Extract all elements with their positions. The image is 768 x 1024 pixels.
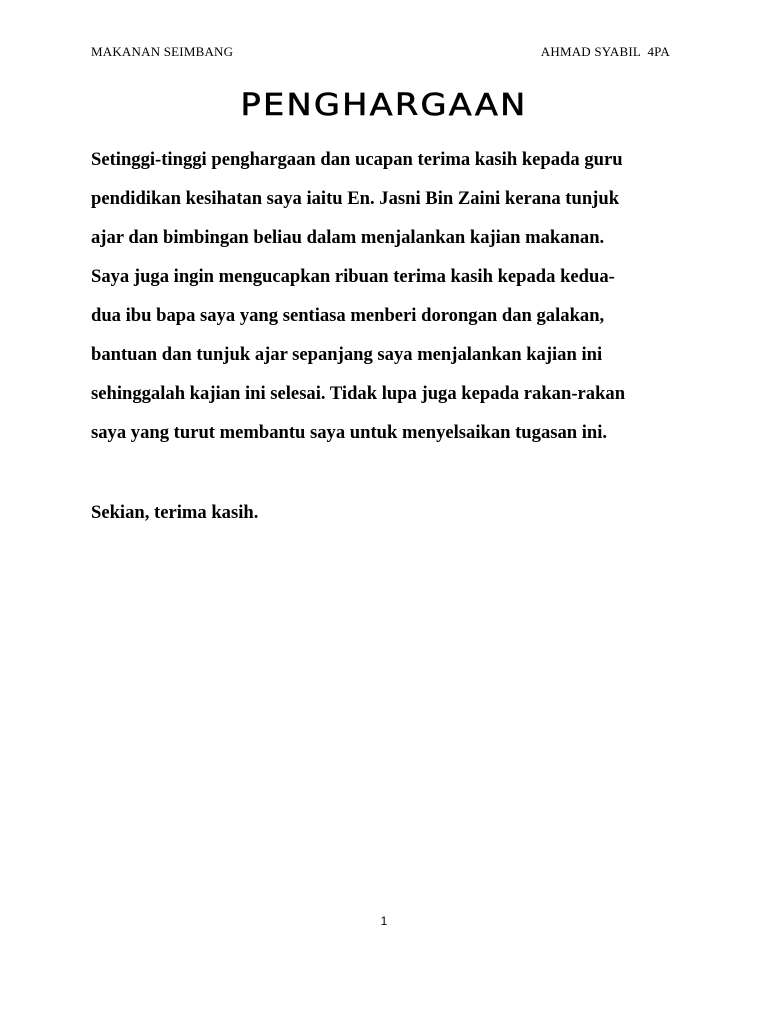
paragraph-line: saya yang turut membantu saya untuk menyelsaikan tugasan ini. [91, 422, 608, 443]
page-title: PENGHARGAAN [240, 88, 528, 123]
paragraph-line: Setinggi-tinggi penghargaan dan ucapan terima kasih kepada guru [91, 149, 623, 170]
paragraph-line: bantuan dan tunjuk ajar sepanjang saya menjalankan kajian ini [91, 344, 603, 365]
paragraph-line: dua ibu bapa saya yang sentiasa menberi dorongan dan galakan, [91, 305, 605, 326]
paragraph-line: ajar dan bimbingan beliau dalam menjalankan kajian makanan. [91, 227, 605, 248]
page-number: 1 [380, 914, 388, 928]
closing-line: Sekian, terima kasih. [91, 502, 259, 523]
paragraph-line: sehinggalah kajian ini selesai. Tidak lupa juga kepada rakan-rakan [91, 383, 626, 404]
body-paragraph [91, 143, 691, 455]
paragraph-line: pendidikan kesihatan saya iaitu En. Jasni Bin Zaini kerana tunjuk [91, 188, 620, 209]
header-author: AHMAD SYABIL 4PA [540, 44, 670, 59]
header-title: MAKANAN SEIMBANG [91, 44, 234, 59]
paragraph-line: Saya juga ingin mengucapkan ribuan terima kasih kepada kedua- [91, 266, 615, 287]
